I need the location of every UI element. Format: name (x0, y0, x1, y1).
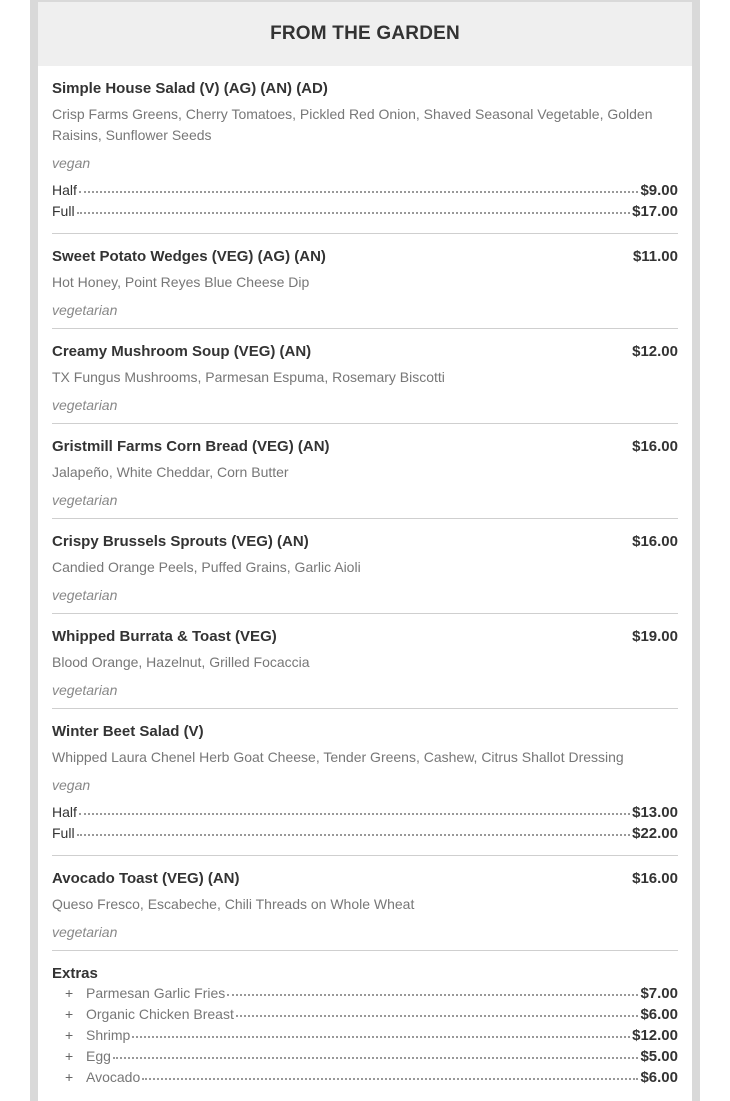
menu-item-header (52, 533, 678, 550)
item-list (52, 66, 678, 951)
menu-item-price: $16.00 (632, 438, 678, 455)
extra-item-name: Organic Chicken Breast (86, 1006, 234, 1022)
menu-item-name: Simple House Salad (V) (AG) (AN) (AD) (52, 80, 328, 97)
extra-item-name: Shrimp (86, 1027, 131, 1043)
menu-item-name: Crispy Brussels Sprouts (VEG) (AN) (52, 533, 309, 550)
size-option-price: $22.00 (632, 825, 678, 842)
plus-marker: + (65, 1069, 74, 1085)
menu-item-description: Queso Fresco, Escabeche, Chili Threads on Whole Wheat (52, 896, 415, 912)
menu-items (38, 66, 692, 1089)
menu-item (52, 856, 678, 951)
dot-leader (77, 200, 631, 214)
size-option-label: Full (52, 203, 75, 219)
menu-item-name: Creamy Mushroom Soup (VEG) (AN) (52, 343, 312, 360)
extra-item-name: Parmesan Garlic Fries (86, 985, 226, 1001)
plus-marker: + (65, 1006, 74, 1022)
menu-item (52, 66, 678, 234)
menu-item (52, 424, 678, 519)
menu-item-diet-label: vegetarian (52, 924, 118, 940)
extra-item-price: $12.00 (632, 1027, 678, 1044)
menu-item-header (52, 628, 678, 645)
extra-item-price: $6.00 (640, 1069, 678, 1086)
extra-item-name: Egg (86, 1048, 111, 1064)
menu-item-price: $16.00 (632, 870, 678, 887)
size-option-price: $13.00 (632, 804, 678, 821)
dot-leader (227, 982, 638, 996)
section-title: FROM THE GARDEN (38, 2, 692, 66)
dot-leader (132, 1024, 630, 1038)
size-option-row (52, 202, 678, 223)
extra-item (52, 1068, 678, 1089)
menu-item-name: Whipped Burrata & Toast (VEG) (52, 628, 277, 645)
menu-panel (38, 2, 692, 1101)
menu-item-name: Avocado Toast (VEG) (AN) (52, 870, 240, 887)
menu-item-description: Crisp Farms Greens, Cherry Tomatoes, Pickled Red Onion, Shaved Seasonal Vegetable, Golden Raisins, Sunflower Seeds (52, 106, 653, 143)
menu-item-description: Hot Honey, Point Reyes Blue Cheese Dip (52, 274, 310, 290)
menu-item (52, 329, 678, 424)
size-option-label: Half (52, 182, 77, 198)
dot-leader (142, 1066, 638, 1080)
dot-leader (113, 1045, 639, 1059)
extra-item (52, 1026, 678, 1047)
menu-item-description: TX Fungus Mushrooms, Parmesan Espuma, Rosemary Biscotti (52, 369, 445, 385)
menu-item-header (52, 723, 678, 740)
extra-item-price: $5.00 (640, 1048, 678, 1065)
menu-item (52, 709, 678, 856)
size-option-row (52, 803, 678, 824)
dot-leader (236, 1003, 639, 1017)
extra-item-price: $7.00 (640, 985, 678, 1002)
menu-item-diet-label: vegetarian (52, 302, 118, 318)
menu-item-price: $16.00 (632, 533, 678, 550)
menu-item-diet-label: vegan (52, 155, 91, 171)
size-options (52, 181, 678, 223)
plus-marker: + (65, 1027, 74, 1043)
extra-item-name: Avocado (86, 1069, 141, 1085)
menu-item-diet-label: vegetarian (52, 587, 118, 603)
menu-item-name: Gristmill Farms Corn Bread (VEG) (AN) (52, 438, 330, 455)
menu-item-diet-label: vegetarian (52, 397, 118, 413)
menu-item-diet-label: vegan (52, 777, 91, 793)
size-options (52, 803, 678, 845)
size-option-row (52, 181, 678, 202)
extras-list (52, 984, 678, 1089)
menu-item-price: $12.00 (632, 343, 678, 360)
plus-marker: + (65, 985, 74, 1001)
menu-item-header (52, 438, 678, 455)
menu-item (52, 614, 678, 709)
size-option-price: $9.00 (640, 182, 678, 199)
menu-item-name: Sweet Potato Wedges (VEG) (AG) (AN) (52, 248, 326, 265)
dot-leader (79, 179, 639, 193)
menu-item-header (52, 343, 678, 360)
extra-item-price: $6.00 (640, 1006, 678, 1023)
size-option-label: Half (52, 804, 77, 820)
dot-leader (79, 801, 630, 815)
menu-item (52, 519, 678, 614)
extras-section (52, 951, 678, 1089)
size-option-price: $17.00 (632, 203, 678, 220)
menu-item-description: Blood Orange, Hazelnut, Grilled Focaccia (52, 654, 310, 670)
size-option-row (52, 824, 678, 845)
menu-item-diet-label: vegetarian (52, 682, 118, 698)
plus-marker: + (65, 1048, 74, 1064)
size-option-label: Full (52, 825, 75, 841)
extra-item (52, 984, 678, 1005)
dot-leader (77, 822, 631, 836)
menu-item-description: Candied Orange Peels, Puffed Grains, Garlic Aioli (52, 559, 361, 575)
menu-item-header (52, 870, 678, 887)
extra-item (52, 1005, 678, 1026)
menu-item-price: $11.00 (632, 248, 678, 265)
menu-item-header (52, 248, 678, 265)
menu-item (52, 234, 678, 329)
menu-item-diet-label: vegetarian (52, 492, 118, 508)
extras-title: Extras (52, 965, 98, 982)
menu-item-header (52, 80, 678, 97)
menu-item-price: $19.00 (632, 628, 678, 645)
menu-item-description: Whipped Laura Chenel Herb Goat Cheese, Tender Greens, Cashew, Citrus Shallot Dressing (52, 749, 624, 765)
menu-item-description: Jalapeño, White Cheddar, Corn Butter (52, 464, 289, 480)
menu-item-name: Winter Beet Salad (V) (52, 723, 204, 740)
extra-item (52, 1047, 678, 1068)
